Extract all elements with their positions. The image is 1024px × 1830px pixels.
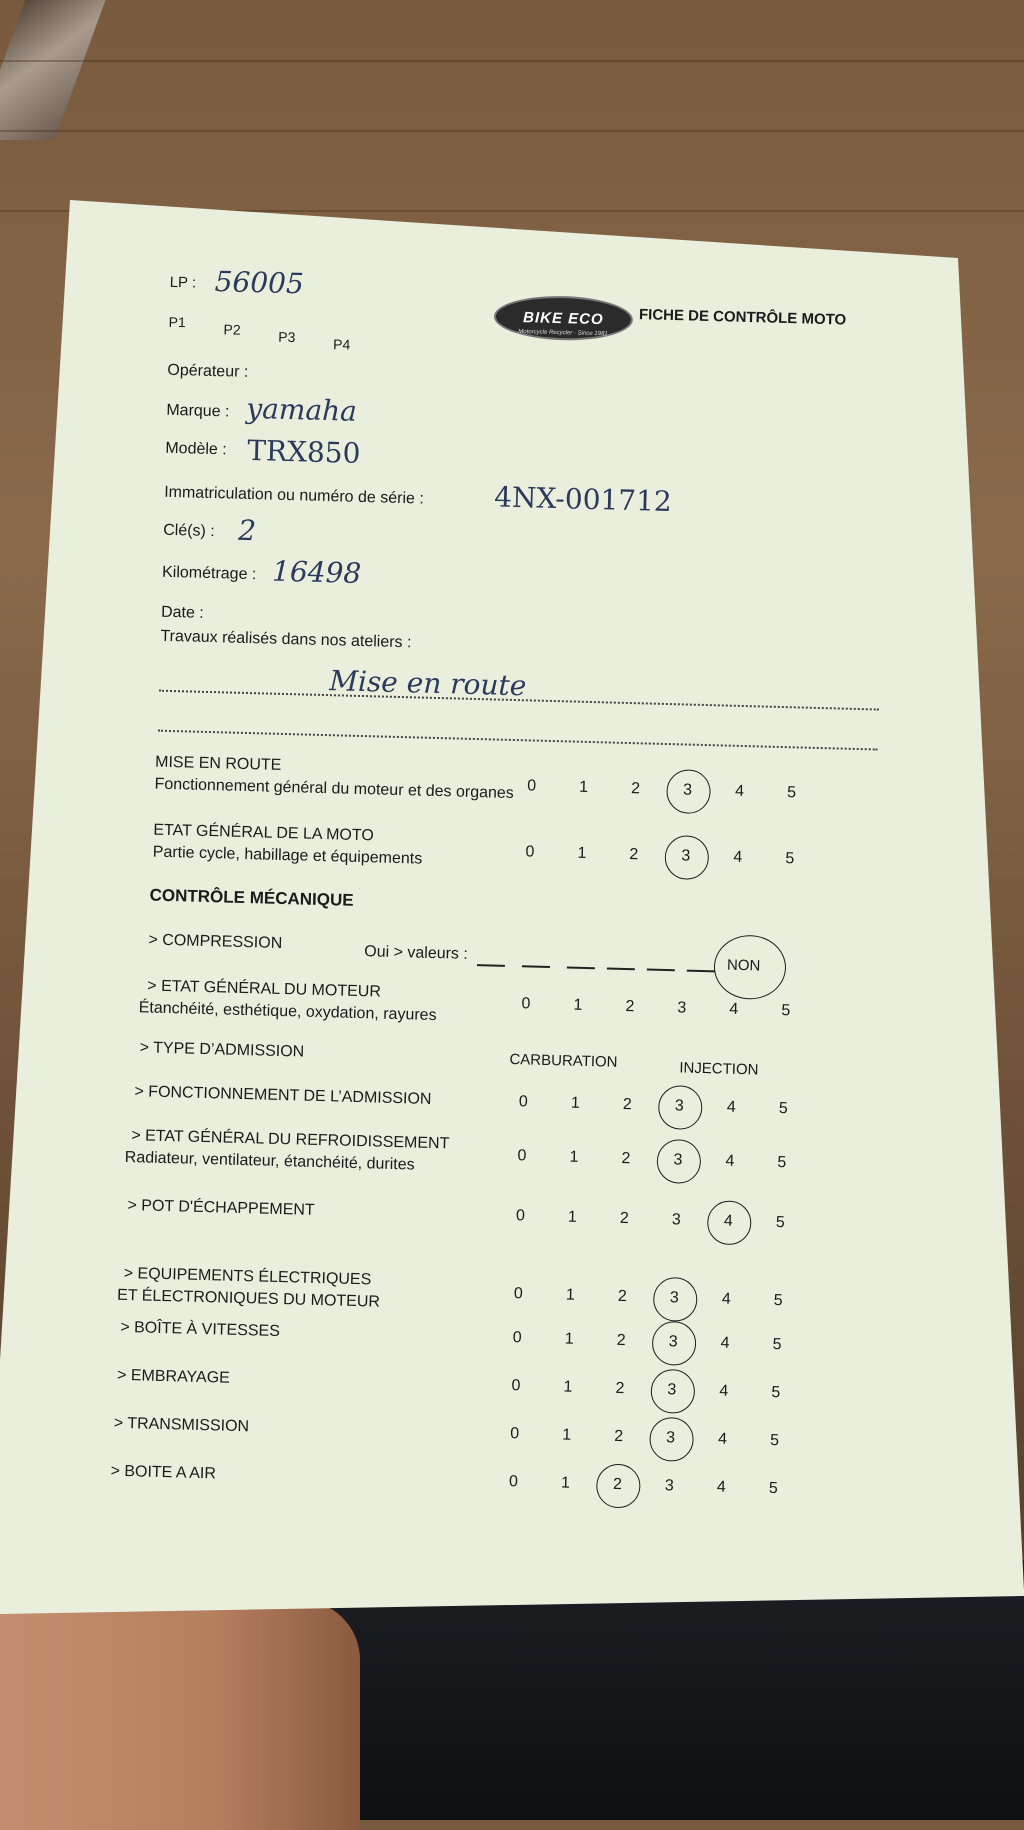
p3-label: P3 [278, 328, 296, 346]
mise-en-route-subtitle: Fonctionnement général du moteur et des organes [154, 775, 515, 803]
compression-value-blank [687, 970, 715, 973]
modele-value: TRX850 [246, 433, 361, 470]
score-4: 4 [721, 1290, 731, 1308]
score-4: 4 [725, 1152, 735, 1170]
score-3: 3 [654, 1289, 694, 1308]
score-0: 0 [517, 1147, 527, 1165]
score-1: 1 [564, 1330, 574, 1348]
etat-moteur-subtitle: Étanchéité, esthétique, oxydation, rayures [138, 999, 437, 1025]
travaux-label: Travaux réalisés dans nos ateliers : [160, 627, 412, 652]
admission-option-carburation: CARBURATION [509, 1050, 618, 1071]
score-5: 5 [777, 1154, 787, 1172]
etat-general-subtitle: Partie cycle, habillage et équipements [152, 843, 423, 868]
row-label: > BOÎTE À VITESSES [120, 1318, 281, 1341]
floor-reflection [0, 0, 105, 140]
score-2: 2 [615, 1379, 625, 1398]
score-0: 0 [515, 1207, 526, 1225]
score-4: 4 [719, 1382, 729, 1400]
score-1: 1 [560, 1474, 571, 1492]
score-3: 3 [650, 1429, 690, 1448]
score-5: 5 [773, 1291, 783, 1310]
score-1: 1 [567, 1208, 578, 1226]
score-3: 3 [667, 781, 707, 800]
compression-value-blank [607, 968, 635, 971]
form-title: FICHE DE CONTRÔLE MOTO [638, 306, 847, 329]
compression-value-blank [647, 969, 675, 972]
bike-eco-logo [493, 294, 633, 342]
admission-option-injection: INJECTION [679, 1059, 759, 1079]
score-1: 1 [570, 1094, 581, 1112]
score-1: 1 [563, 1378, 573, 1396]
mise-en-route-title: MISE EN ROUTE [154, 753, 282, 774]
cles-label: Clé(s) : [162, 521, 215, 541]
score-1: 1 [577, 844, 587, 862]
score-4: 4 [717, 1430, 728, 1448]
score-3: 3 [677, 999, 687, 1017]
floor-plank-line [0, 130, 1024, 132]
score-1: 1 [569, 1148, 579, 1166]
score-2: 2 [622, 1095, 633, 1114]
score-5: 5 [772, 1335, 782, 1354]
compression-value-blank [477, 964, 505, 967]
kilometrage-value: 16498 [271, 554, 362, 590]
row-label: > TRANSMISSION [113, 1414, 250, 1436]
row-label: > POT D'ÉCHAPPEMENT [127, 1197, 315, 1219]
score-5: 5 [778, 1100, 788, 1118]
score-4: 4 [708, 1212, 748, 1231]
row-label: > ETAT GÉNÉRAL DU REFROIDISSEMENT [131, 1127, 450, 1153]
row-label: > EMBRAYAGE [116, 1366, 231, 1387]
score-4: 4 [733, 848, 743, 867]
score-2: 2 [616, 1331, 626, 1350]
etat-moteur-label: > ETAT GÉNÉRAL DU MOTEUR [147, 977, 382, 1001]
compression-label: > COMPRESSION [148, 931, 283, 952]
logo-tagline: Motorcycle Recycler · Since 1981 [518, 328, 608, 338]
operateur-label: Opérateur : [167, 361, 249, 381]
row-label: > FONCTIONNEMENT DE L’ADMISSION [134, 1083, 432, 1108]
score-5: 5 [775, 1214, 785, 1232]
floor-plank-line [0, 60, 1024, 62]
row-subtitle: Radiateur, ventilateur, étanchéité, durites [124, 1148, 415, 1174]
score-2: 2 [630, 780, 641, 798]
score-0: 0 [512, 1329, 522, 1347]
etat-general-title: ETAT GÉNÉRAL DE LA MOTO [153, 821, 375, 845]
score-0: 0 [511, 1377, 521, 1395]
score-3: 3 [652, 1381, 692, 1400]
marque-value: yamaha [245, 391, 358, 428]
score-4: 4 [729, 1000, 739, 1018]
date-label: Date : [160, 603, 204, 622]
arm-skin-background [0, 1600, 360, 1830]
score-0: 0 [510, 1425, 520, 1443]
score-1: 1 [578, 778, 589, 796]
lp-label: LP : [169, 273, 197, 292]
compression-non-label: NON [726, 956, 761, 975]
dotted-line [158, 730, 878, 751]
score-3: 3 [666, 847, 706, 866]
score-1: 1 [573, 996, 583, 1014]
score-1: 1 [565, 1286, 575, 1304]
score-3: 3 [664, 1477, 675, 1495]
type-admission-label: > TYPE D’ADMISSION [139, 1039, 305, 1061]
score-2: 2 [613, 1427, 624, 1446]
score-0: 0 [526, 777, 537, 795]
score-2: 2 [619, 1209, 630, 1228]
score-3: 3 [653, 1333, 693, 1352]
score-3: 3 [671, 1211, 682, 1229]
score-0: 0 [525, 843, 535, 861]
score-5: 5 [771, 1383, 781, 1402]
row-subtitle: ET ÉLECTRONIQUES DU MOTEUR [116, 1286, 381, 1311]
modele-label: Modèle : [165, 439, 227, 459]
p2-label: P2 [223, 321, 241, 338]
marque-label: Marque : [166, 401, 230, 421]
score-2: 2 [629, 846, 639, 864]
score-4: 4 [720, 1334, 730, 1352]
score-5: 5 [786, 784, 797, 802]
immatriculation-value: 4NX-001712 [493, 480, 673, 519]
row-label: > EQUIPEMENTS ÉLECTRIQUES [123, 1264, 372, 1289]
control-form [65, 265, 919, 1611]
score-5: 5 [769, 1431, 780, 1450]
travaux-value: Mise en route [328, 664, 527, 703]
lp-value: 56005 [214, 265, 305, 301]
controle-mecanique-title: CONTRÔLE MÉCANIQUE [149, 885, 354, 910]
score-0: 0 [518, 1093, 529, 1111]
p4-label: P4 [332, 336, 351, 353]
logo-wordmark: BIKE ECO [522, 308, 604, 328]
p1-label: P1 [168, 313, 186, 331]
kilometrage-label: Kilométrage : [161, 563, 257, 584]
score-5: 5 [785, 850, 795, 868]
score-5: 5 [781, 1002, 791, 1020]
compression-value-blank [522, 965, 550, 968]
score-0: 0 [521, 995, 531, 1013]
immatriculation-label: Immatriculation ou numéro de série : [163, 483, 425, 508]
compression-non-circle [713, 934, 787, 1000]
compression-oui-label: Oui > valeurs : [364, 943, 469, 963]
cles-value: 2 [237, 513, 257, 548]
score-2: 2 [621, 1149, 631, 1168]
score-2: 2 [625, 998, 635, 1016]
score-0: 0 [508, 1473, 519, 1491]
score-2: 2 [597, 1475, 637, 1494]
score-5: 5 [768, 1479, 779, 1498]
score-4: 4 [726, 1098, 736, 1116]
row-label: > BOITE A AIR [110, 1462, 217, 1483]
score-3: 3 [659, 1097, 699, 1116]
score-0: 0 [513, 1285, 524, 1303]
score-4: 4 [716, 1478, 727, 1496]
compression-value-blank [567, 966, 595, 969]
score-3: 3 [658, 1151, 698, 1170]
score-2: 2 [617, 1287, 627, 1306]
score-4: 4 [734, 782, 745, 801]
score-1: 1 [561, 1426, 572, 1444]
